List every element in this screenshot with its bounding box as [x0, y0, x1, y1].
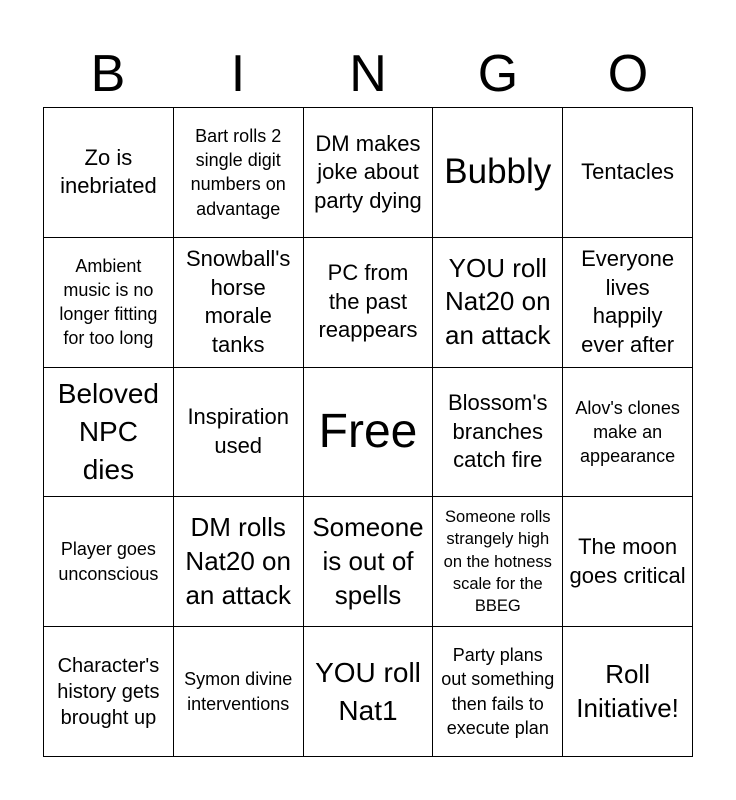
bingo-cell[interactable]: Player goes unconscious: [44, 497, 174, 627]
bingo-grid: [43, 107, 693, 757]
bingo-cell-free[interactable]: Free: [304, 368, 434, 498]
header-letter-o: O: [607, 45, 649, 103]
bingo-cell[interactable]: YOU roll Nat1: [304, 627, 434, 757]
bingo-header: [43, 40, 693, 108]
header-letter-i: I: [230, 45, 246, 103]
bingo-cell[interactable]: The moon goes critical: [563, 497, 693, 627]
bingo-cell[interactable]: Inspiration used: [174, 368, 304, 498]
bingo-cell[interactable]: DM rolls Nat20 on an attack: [174, 497, 304, 627]
bingo-cell[interactable]: Someone rolls strangely high on the hotness scale for the BBEG: [433, 497, 563, 627]
header-letter-b: B: [90, 45, 126, 103]
header-letter-g: G: [477, 45, 519, 103]
bingo-cell[interactable]: Someone is out of spells: [304, 497, 434, 627]
bingo-cell[interactable]: Zo is inebriated: [44, 108, 174, 238]
bingo-cell[interactable]: Party plans out something then fails to execute plan: [433, 627, 563, 757]
bingo-cell[interactable]: Roll Initiative!: [563, 627, 693, 757]
bingo-cell[interactable]: Beloved NPC dies: [44, 368, 174, 498]
bingo-cell[interactable]: Alov's clones make an appearance: [563, 368, 693, 498]
bingo-cell[interactable]: Symon divine interventions: [174, 627, 304, 757]
bingo-cell[interactable]: Character's history gets brought up: [44, 627, 174, 757]
bingo-cell[interactable]: Bubbly: [433, 108, 563, 238]
bingo-cell[interactable]: Blossom's branches catch fire: [433, 368, 563, 498]
bingo-cell[interactable]: Bart rolls 2 single digit numbers on advantage: [174, 108, 304, 238]
bingo-cell[interactable]: Everyone lives happily ever after: [563, 238, 693, 368]
bingo-cell[interactable]: YOU roll Nat20 on an attack: [433, 238, 563, 368]
header-letter-n: N: [349, 45, 387, 103]
bingo-cell[interactable]: Snowball's horse morale tanks: [174, 238, 304, 368]
bingo-cell[interactable]: PC from the past reappears: [304, 238, 434, 368]
bingo-cell[interactable]: Tentacles: [563, 108, 693, 238]
bingo-cell[interactable]: Ambient music is no longer fitting for too long: [44, 238, 174, 368]
bingo-cell[interactable]: DM makes joke about party dying: [304, 108, 434, 238]
